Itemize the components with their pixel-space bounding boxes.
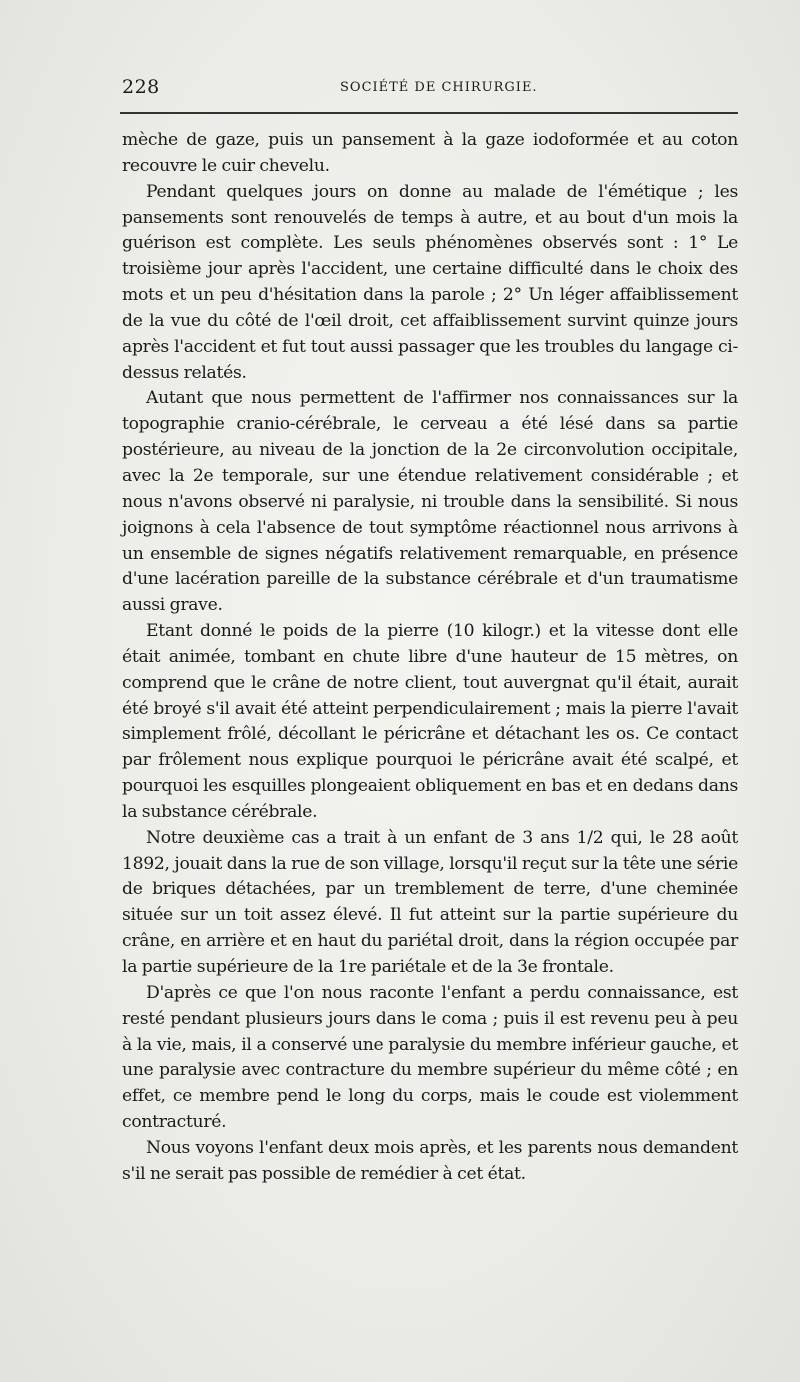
paragraph-continuation: mèche de gaze, puis un pansement à la gaze iodoformée et au coton recouvre le cuir chevelu. [122,130,738,176]
running-head: SOCIÉTÉ DE CHIRURGIE. [340,80,538,95]
paragraph: Autant que nous permettent de l'affirmer nos connaissances sur la topographie cranio-cérébrale, le cerveau a été lésé dans sa partie postérieure, au niveau de la jonction de la 2e circonvolution occipitale, avec la 2e temporale, sur une étendue relativement considérable ; et nous n'avons observé ni paralysie, ni trouble dans la sensibilité. Si nous joignons à cela l'absence de tout symptôme réactionnel nous arrivons à un ensemble de signes négatifs relativement remarquable, en présence d'une lacération pareille de la substance cérébrale et d'un traumatisme aussi grave. [122,388,738,616]
paragraph: D'après ce que l'on nous raconte l'enfant a perdu connaissance, est resté pendant plusieurs jours dans le coma ; puis il est revenu peu à peu à la vie, mais, il a conservé une paralysie du membre inférieur gauche, et une paralysie avec contracture du membre supérieur du même côté ; en effet, ce membre pend le long du corps, mais le coude est violemment contracturé. [122,982,738,1133]
paragraph: Pendant quelques jours on donne au malade de l'émétique ; les pansements sont renouvelés de temps à autre, et au bout d'un mois la guérison est complète. Les seuls phénomènes observés sont : 1° Le troisième jour après l'accident, une certaine difficulté dans le choix des mots et un peu d'hésitation dans la parole ; 2° Un léger affaiblissement de la vue du côté de l'œil droit, cet affaiblissement survint quinze jours après l'accident et fut tout aussi passager que les troubles du langage ci-dessus relatés. [122,181,738,383]
body-text [122,128,738,1188]
page-header [122,76,737,102]
page-number: 228 [122,76,160,98]
paragraph: Notre deuxième cas a trait à un enfant de 3 ans 1/2 qui, le 28 août 1892, jouait dans la rue de son village, lorsqu'il reçut sur la tête une série de briques détachées, par un tremblement de terre, d'une cheminée située sur un toit assez élevé. Il fut atteint sur la partie supérieure du crâne, en arrière et en haut du pariétal droit, dans la région occupée par la partie supérieure de la 1re pariétale et de la 3e frontale. [122,827,738,977]
paragraph: Etant donné le poids de la pierre (10 kilogr.) et la vitesse dont elle était animée, tombant en chute libre d'une hauteur de 15 mètres, on comprend que le crâne de notre client, tout auvergnat qu'il était, aurait été broyé s'il avait été atteint perpendiculairement ; mais la pierre l'avait simplement frôlé, décollant le péricrâne et détachant les os. Ce contact par frôlement nous explique pourquoi le péricrâne avait été scalpé, et pourquoi les esquilles plongeaient obliquement en bas et en dedans dans la substance cérébrale. [122,621,738,822]
paragraph: Nous voyons l'enfant deux mois après, et les parents nous demandent s'il ne serait pas possible de remédier à cet état. [122,1137,738,1184]
header-rule [120,112,738,114]
